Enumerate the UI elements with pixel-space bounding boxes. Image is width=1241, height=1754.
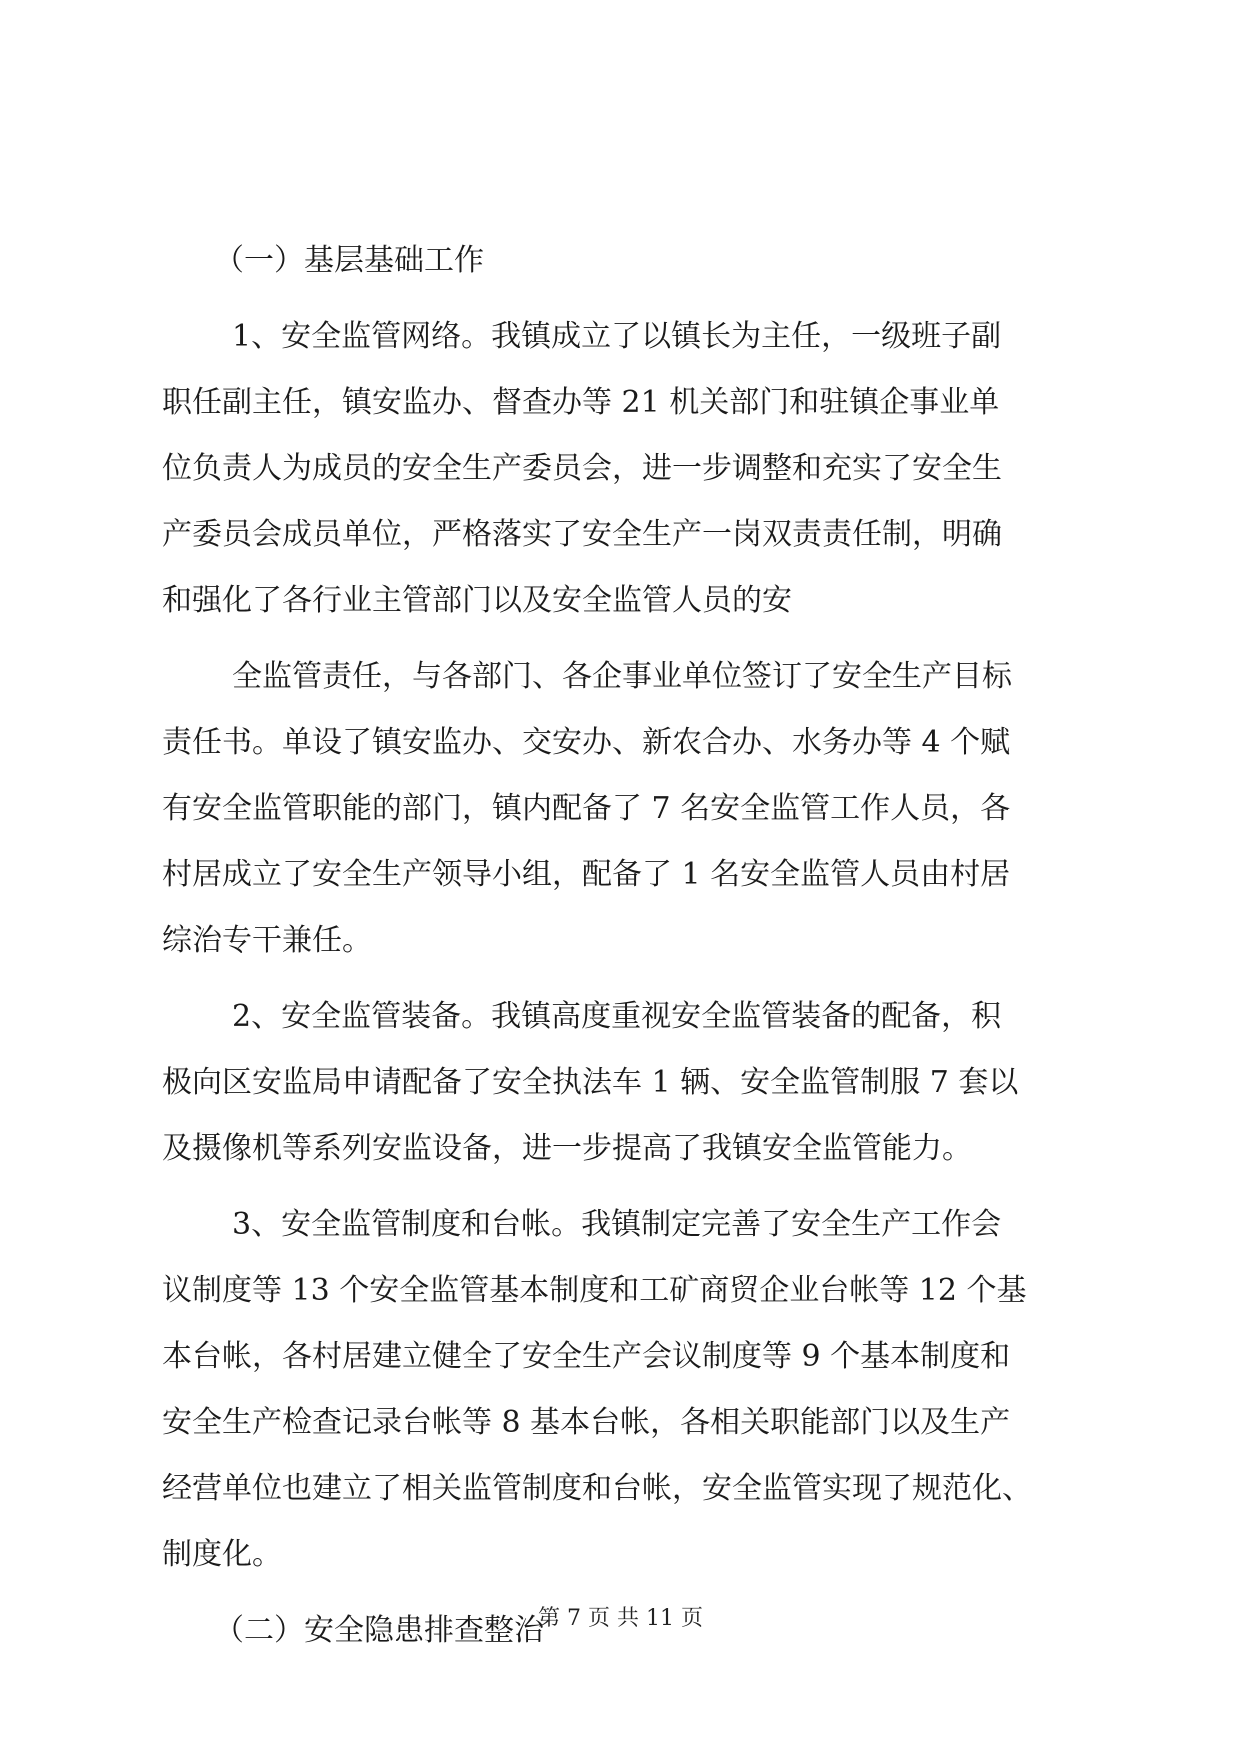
paragraph-line: 村居成立了安全生产领导小组，配备了 1 名安全监管人员由村居 bbox=[162, 857, 1011, 892]
page-number-footer: 第 7 页 共 11 页 bbox=[538, 1606, 703, 1631]
paragraph-line: 及摄像机等系列安监设备，进一步提高了我镇安全监管能力。 bbox=[162, 1131, 972, 1166]
paragraph-line: 位负责人为成员的安全生产委员会，进一步调整和充实了安全生 bbox=[162, 451, 1002, 486]
paragraph-line: 极向区安监局申请配备了安全执法车 1 辆、安全监管制服 7 套以 bbox=[162, 1065, 1019, 1100]
paragraph-line: 制度化。 bbox=[162, 1537, 282, 1572]
paragraph-line: 2、安全监管装备。我镇高度重视安全监管装备的配备，积 bbox=[232, 999, 1002, 1034]
paragraph-line: 本台帐，各村居建立健全了安全生产会议制度等 9 个基本制度和 bbox=[162, 1339, 1011, 1374]
paragraph-line: 3、安全监管制度和台帐。我镇制定完善了安全生产工作会 bbox=[232, 1207, 1002, 1242]
paragraph-line: 责任书。单设了镇安监办、交安办、新农合办、水务办等 4 个赋 bbox=[162, 725, 1011, 760]
paragraph-line: 安全生产检查记录台帐等 8 基本台帐，各相关职能部门以及生产 bbox=[162, 1405, 1011, 1440]
paragraph-line: 职任副主任，镇安监办、督查办等 21 机关部门和驻镇企事业单 bbox=[162, 385, 1000, 420]
paragraph-3 bbox=[162, 984, 1080, 1182]
document-body bbox=[162, 228, 1080, 1664]
paragraph-line: 经营单位也建立了相关监管制度和台帐，安全监管实现了规范化、 bbox=[162, 1471, 1032, 1506]
paragraph-line: 和强化了各行业主管部门以及安全监管人员的安 bbox=[162, 583, 792, 618]
paragraph-line: 议制度等 13 个安全监管基本制度和工矿商贸企业台帐等 12 个基 bbox=[162, 1273, 1027, 1308]
section-heading-2: （二）安全隐患排查整治 bbox=[214, 1613, 544, 1648]
paragraph-2 bbox=[162, 644, 1080, 974]
paragraph-line: 产委员会成员单位，严格落实了安全生产一岗双责责任制，明确 bbox=[162, 517, 1002, 552]
paragraph-line: 1、安全监管网络。我镇成立了以镇长为主任，一级班子副 bbox=[232, 319, 1002, 354]
section-heading-1: （一）基层基础工作 bbox=[214, 243, 484, 278]
paragraph-line: 全监管责任，与各部门、各企事业单位签订了安全生产目标 bbox=[232, 659, 1012, 694]
paragraph-1 bbox=[162, 304, 1080, 634]
paragraph-line: 综治专干兼任。 bbox=[162, 923, 372, 958]
paragraph-4 bbox=[162, 1192, 1080, 1588]
paragraph-line: 有安全监管职能的部门，镇内配备了 7 名安全监管工作人员，各 bbox=[162, 791, 1011, 826]
